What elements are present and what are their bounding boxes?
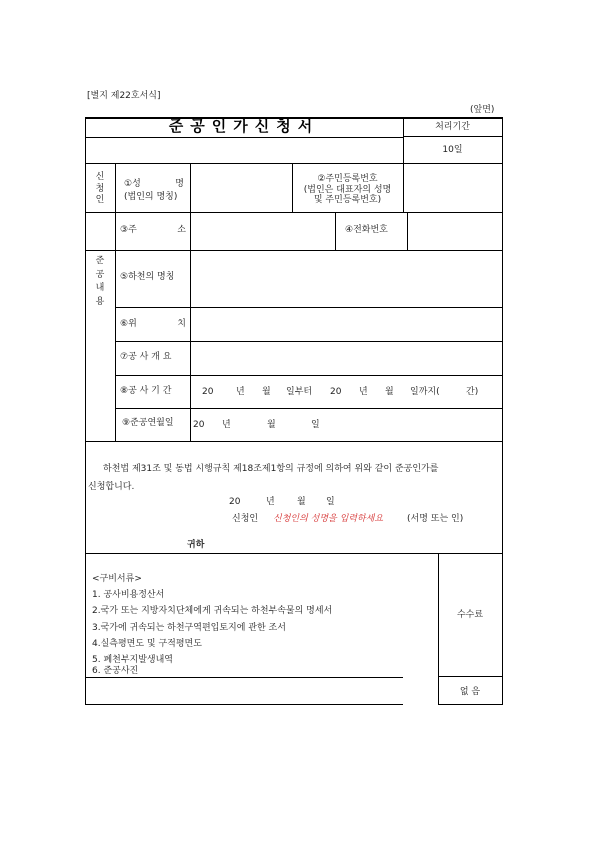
name-field[interactable]: [194, 168, 288, 208]
processing-period-label: 처리기간: [435, 122, 470, 132]
applicant-section-label: 신청인: [95, 172, 105, 206]
statement-line-1: 하천법 제31조 및 동법 시행규칙 제18조제1항의 규정에 의하여 위와 같이 준공인가를: [103, 464, 439, 474]
phone-label: ④전화번호: [345, 225, 388, 235]
attachment-item: 5. 폐천부지발생내역: [92, 655, 174, 665]
form-title: 준공인가신청서: [168, 117, 320, 135]
completion-date-label: ⑨준공연월일: [122, 418, 174, 428]
completion-section-label: 준공내용: [95, 256, 105, 307]
side-label: (앞면): [470, 105, 495, 115]
addressee: 귀하: [187, 540, 205, 550]
rrn-field[interactable]: [407, 168, 499, 208]
overview-field[interactable]: [194, 345, 499, 372]
fee-label: 수수료: [456, 610, 484, 620]
river-name-label: ⑤하천의 명칭: [120, 272, 175, 282]
attachment-item: 4.실측평면도 및 구적평면도: [92, 639, 202, 649]
period-label: ⑧공 사 기 간: [120, 386, 172, 396]
address-label: ③주 소: [120, 225, 186, 235]
attachment-item: 2.국가 또는 지방자치단체에게 귀속되는 하천부속물의 명세서: [92, 606, 333, 616]
signature-note: (서명 또는 인): [407, 514, 464, 524]
attachment-item: 3.국가에 귀속되는 하천구역편입토지에 관한 조서: [92, 623, 286, 633]
location-field[interactable]: [194, 311, 499, 338]
river-name-field[interactable]: [194, 254, 499, 304]
name-label-sub: (법인의 명칭): [124, 192, 178, 202]
rrn-sub-2: 및 주민등록번호): [313, 195, 382, 205]
rrn-label: ②주민등록번호: [317, 174, 378, 184]
applicant-name-input[interactable]: 신청인의 성명을 입력하세요: [273, 514, 384, 524]
fee-value: 없 음: [459, 687, 481, 697]
attachments-heading: <구비서류>: [92, 574, 142, 584]
rrn-sub-1: (법인은 대표자의 성명: [303, 185, 392, 195]
overview-label: ⑦공 사 개 요: [120, 352, 172, 362]
name-label: ①성 명: [124, 179, 184, 189]
statement-line-2: 신청합니다.: [88, 482, 135, 492]
processing-period-value: 10일: [442, 145, 463, 155]
location-label: ⑥위 치: [120, 319, 186, 329]
form-number: [별지 제22호서식]: [87, 91, 161, 101]
address-field[interactable]: [194, 216, 332, 246]
applicant-sign-label: 신청인: [232, 514, 259, 524]
attachment-item: 1. 공사비용정산서: [92, 590, 165, 600]
attachment-item: 6. 준공사진: [92, 666, 139, 676]
phone-field[interactable]: [411, 216, 499, 246]
